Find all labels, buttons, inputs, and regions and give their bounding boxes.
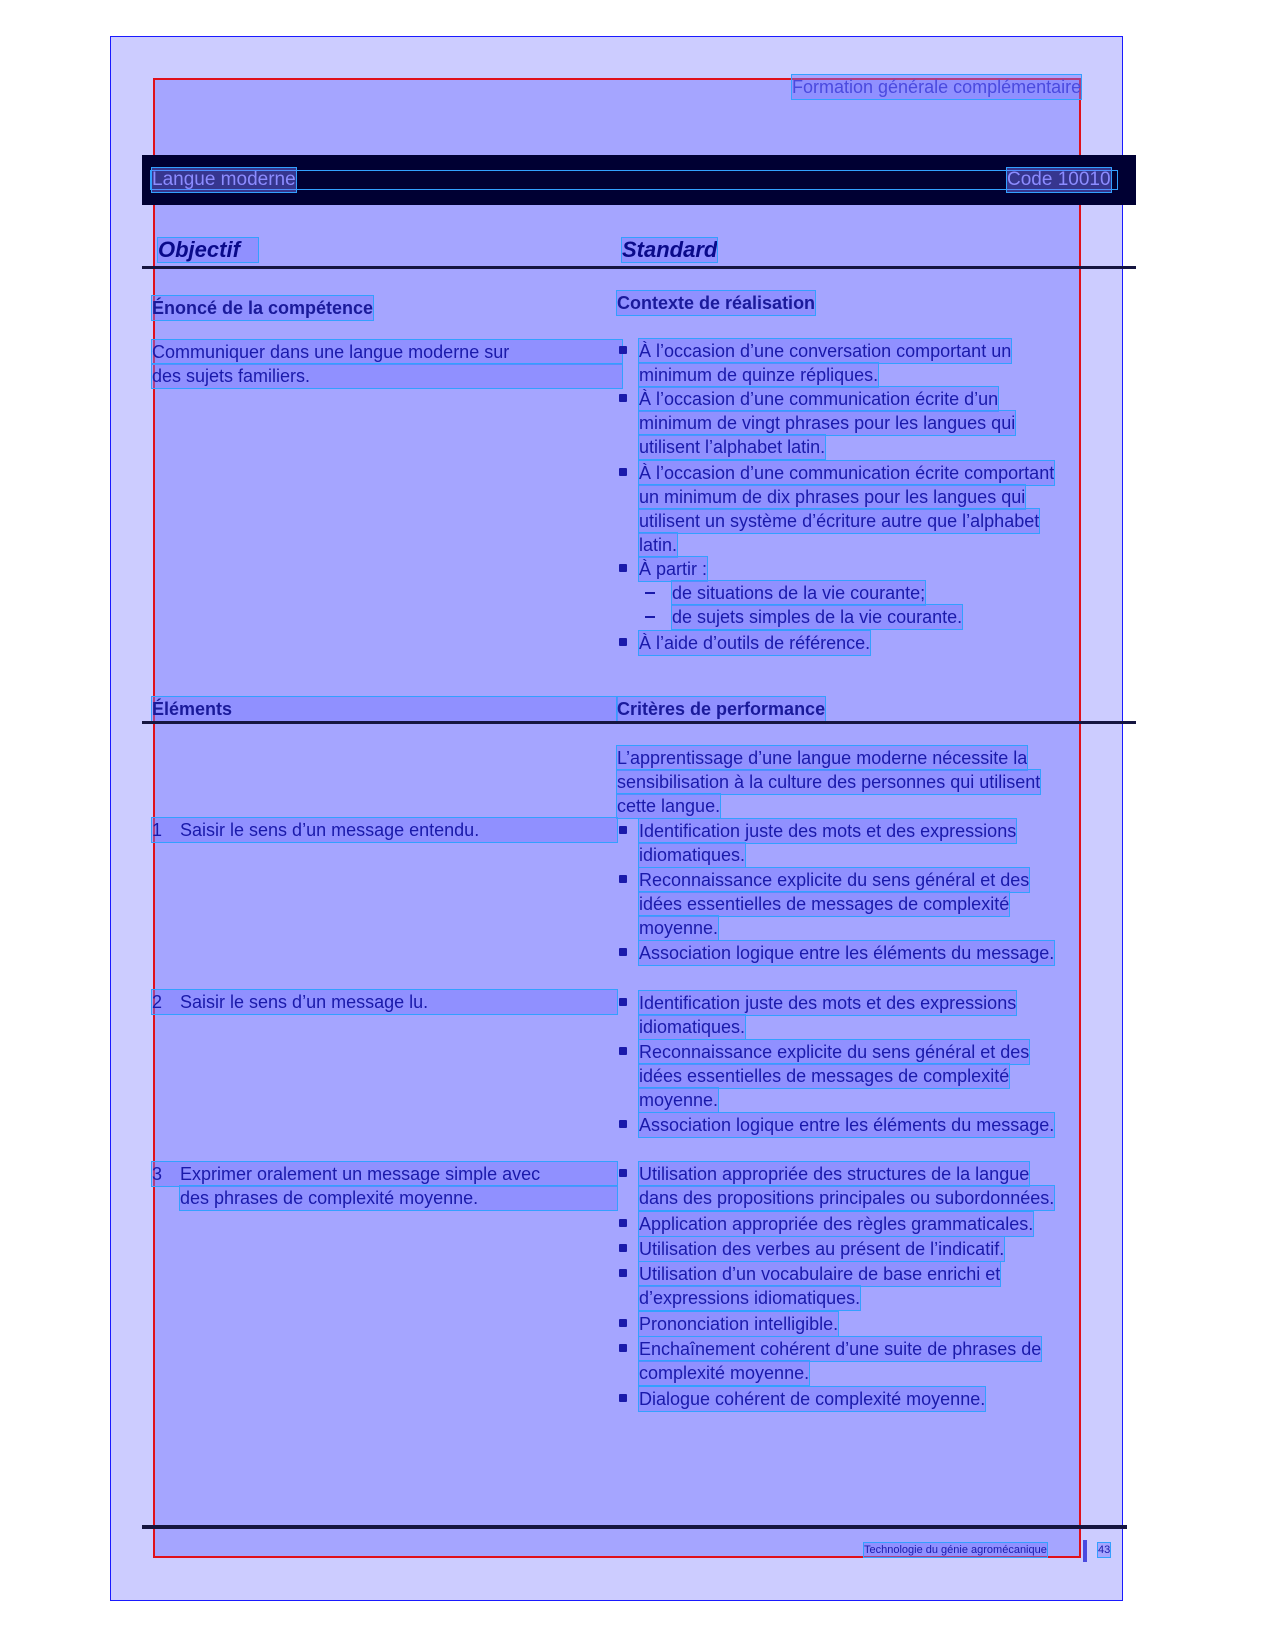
contexte-item: latin. xyxy=(639,535,678,555)
critere-item: Application appropriée des règles grammaticales. xyxy=(639,1214,1034,1234)
contexte-item: un minimum de dix phrases pour les langues qui xyxy=(639,487,1026,507)
critere-item: idées essentielles de messages de complexité xyxy=(639,1066,1010,1086)
section-objectif: Objectif xyxy=(158,238,258,262)
bullet xyxy=(619,1394,627,1402)
critere-item: moyenne. xyxy=(639,1090,719,1110)
contexte-item: minimum de vingt phrases pour les langues qui xyxy=(639,413,1016,433)
footer-rule xyxy=(142,1525,1127,1529)
critere-item: Utilisation des verbes au présent de l’indicatif. xyxy=(639,1239,1005,1259)
section-standard: Standard xyxy=(622,237,718,262)
bullet xyxy=(619,1319,627,1327)
bullet xyxy=(619,1344,627,1352)
critere-item: Enchaînement cohérent d’une suite de phrases de xyxy=(639,1339,1042,1359)
critere-item: idiomatiques. xyxy=(639,1017,746,1037)
critere-item: idées essentielles de messages de complexité xyxy=(639,894,1010,914)
bullet xyxy=(619,998,627,1006)
footer-separator xyxy=(1083,1540,1087,1562)
elements-title: Éléments xyxy=(152,697,617,721)
banner-subject: Langue moderne xyxy=(152,169,296,190)
critere-item: dans des propositions principales ou subordonnées. xyxy=(639,1188,1055,1208)
contexte-subitem: de sujets simples de la vie courante. xyxy=(672,607,963,627)
element-text: Exprimer oralement un message simple avec xyxy=(180,1164,541,1184)
critere-item: d’expressions idiomatiques. xyxy=(639,1288,861,1308)
element-number: 2 xyxy=(152,992,163,1012)
intro-line: sensibilisation à la culture des personnes qui utilisent xyxy=(617,772,1041,792)
element-1 xyxy=(152,818,617,842)
bullet xyxy=(619,826,627,834)
bullet xyxy=(619,346,627,354)
critere-item: Reconnaissance explicite du sens général et des xyxy=(639,870,1030,890)
contexte-item: À l’occasion d’une communication écrite d’un xyxy=(639,389,999,409)
critere-item: idiomatiques. xyxy=(639,845,746,865)
footer-text: Technologie du génie agromécanique xyxy=(864,1544,1047,1556)
contexte-item: À l’occasion d’une communication écrite comportant xyxy=(639,463,1055,483)
contexte-item: À l’aide d’outils de référence. xyxy=(639,633,871,653)
dash xyxy=(645,592,655,594)
running-head: Formation générale complémentaire xyxy=(792,77,1082,97)
element-number: 3 xyxy=(152,1164,163,1184)
bullet xyxy=(619,1169,627,1177)
rule-middle xyxy=(142,721,1136,724)
bullet xyxy=(619,638,627,646)
contexte-item: À l’occasion d’une conversation comportant un xyxy=(639,341,1012,361)
intro-line: cette langue. xyxy=(617,796,721,816)
bullet xyxy=(619,948,627,956)
bullet xyxy=(619,1269,627,1277)
bullet xyxy=(619,394,627,402)
banner-code: Code 10010 xyxy=(1007,169,1111,190)
element-number: 1 xyxy=(152,820,163,840)
element-text: Saisir le sens d’un message lu. xyxy=(180,992,429,1012)
critere-item: Identification juste des mots et des expressions xyxy=(639,993,1017,1013)
critere-item: Utilisation appropriée des structures de la langue xyxy=(639,1164,1030,1184)
contexte-item: minimum de quinze répliques. xyxy=(639,365,879,385)
contexte-item: utilisent un système d’écriture autre que l’alphabet xyxy=(639,511,1040,531)
critere-item: Utilisation d’un vocabulaire de base enrichi et xyxy=(639,1264,1001,1284)
criteres-title: Critères de performance xyxy=(617,699,826,719)
bullet xyxy=(619,468,627,476)
element-text: des phrases de complexité moyenne. xyxy=(180,1186,617,1210)
contexte-item: utilisent l’alphabet latin. xyxy=(639,437,826,457)
critere-item: Identification juste des mots et des expressions xyxy=(639,821,1017,841)
rule-top xyxy=(142,266,1136,269)
critere-item: Prononciation intelligible. xyxy=(639,1314,839,1334)
bullet xyxy=(619,1244,627,1252)
dash xyxy=(645,616,655,618)
enonce-line: des sujets familiers. xyxy=(152,364,622,388)
critere-item: complexité moyenne. xyxy=(639,1363,810,1383)
bullet xyxy=(619,1047,627,1055)
element-text: Saisir le sens d’un message entendu. xyxy=(180,820,480,840)
page-number: 43 xyxy=(1098,1544,1111,1556)
critere-item: Dialogue cohérent de complexité moyenne. xyxy=(639,1389,986,1409)
contexte-subitem: de situations de la vie courante; xyxy=(672,583,926,603)
element-3 xyxy=(152,1162,617,1186)
enonce-title: Énoncé de la compétence xyxy=(152,298,374,318)
critere-item: Reconnaissance explicite du sens général et des xyxy=(639,1042,1030,1062)
bullet xyxy=(619,1120,627,1128)
enonce-line: Communiquer dans une langue moderne sur xyxy=(152,340,622,364)
intro-line: L’apprentissage d’une langue moderne nécessite la xyxy=(617,748,1028,768)
contexte-title: Contexte de réalisation xyxy=(617,293,816,313)
bullet xyxy=(619,564,627,572)
bullet xyxy=(619,875,627,883)
bullet xyxy=(619,1219,627,1227)
critere-item: Association logique entre les éléments du message. xyxy=(639,943,1055,963)
critere-item: moyenne. xyxy=(639,918,719,938)
contexte-item: À partir : xyxy=(639,559,708,579)
element-2 xyxy=(152,990,617,1014)
critere-item: Association logique entre les éléments du message. xyxy=(639,1115,1055,1135)
